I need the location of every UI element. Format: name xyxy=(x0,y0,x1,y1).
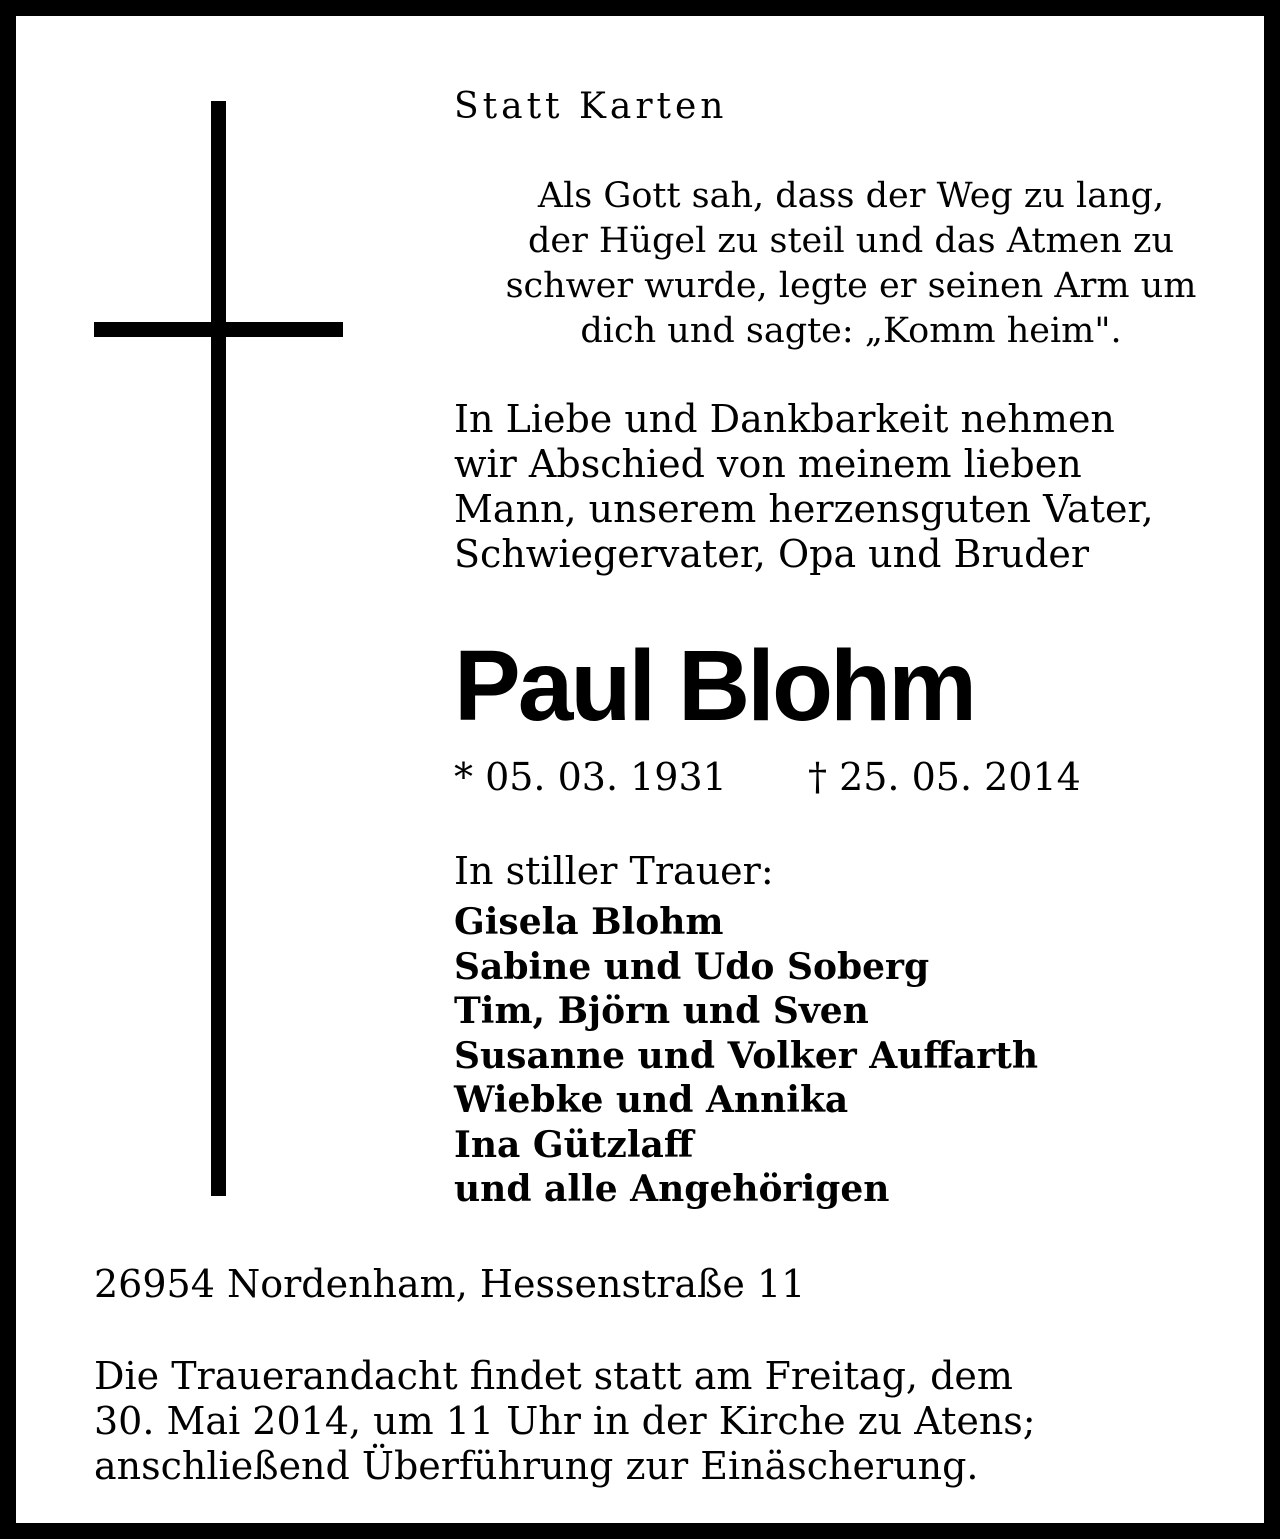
announcement xyxy=(454,397,1154,577)
address: 26954 Nordenham, Hessenstraße 11 xyxy=(94,1262,806,1306)
mourning-label: In stiller Trauer: xyxy=(454,849,774,893)
service-note xyxy=(94,1354,1036,1489)
mourner-name: Wiebke und Annika xyxy=(454,1079,849,1121)
mourner-name: und alle Angehörigen xyxy=(454,1168,890,1210)
poem-line: der Hügel zu steil und das Atmen zu xyxy=(527,221,1175,261)
poem-line: schwer wurde, legte er seinen Arm um xyxy=(505,266,1197,306)
service-note-line: anschließend Überführung zur Einäscherung. xyxy=(94,1444,979,1488)
mourner-name: Susanne und Volker Auffarth xyxy=(454,1034,1039,1077)
mourner-name: Tim, Björn und Sven xyxy=(454,990,869,1032)
mourners-list xyxy=(454,900,1038,1212)
death-date: † 25. 05. 2014 xyxy=(808,755,1081,799)
mourner-name: Ina Gützlaff xyxy=(454,1123,694,1166)
deceased-name: Paul Blohm xyxy=(454,630,975,742)
announcement-line: wir Abschied von meinem lieben xyxy=(454,442,1082,486)
cross-horizontal-bar xyxy=(94,322,343,337)
header-label: Statt Karten xyxy=(454,86,728,127)
mourner-name: Gisela Blohm xyxy=(454,901,724,943)
mourner-name: Sabine und Udo Soberg xyxy=(454,945,930,988)
poem-line: dich und sagte: „Komm heim". xyxy=(580,311,1122,351)
service-note-line: Die Trauerandacht findet statt am Freitag, dem xyxy=(94,1354,1013,1398)
poem-line: Als Gott sah, dass der Weg zu lang, xyxy=(537,176,1165,216)
service-note-line: 30. Mai 2014, um 11 Uhr in der Kirche zu Atens; xyxy=(94,1399,1036,1443)
announcement-line: Schwiegervater, Opa und Bruder xyxy=(454,532,1090,576)
poem xyxy=(446,174,1256,354)
cross-vertical-bar xyxy=(211,101,226,1196)
birth-date: * 05. 03. 1931 xyxy=(454,755,727,799)
announcement-line: In Liebe und Dankbarkeit nehmen xyxy=(454,397,1115,441)
announcement-line: Mann, unserem herzensguten Vater, xyxy=(454,487,1154,531)
